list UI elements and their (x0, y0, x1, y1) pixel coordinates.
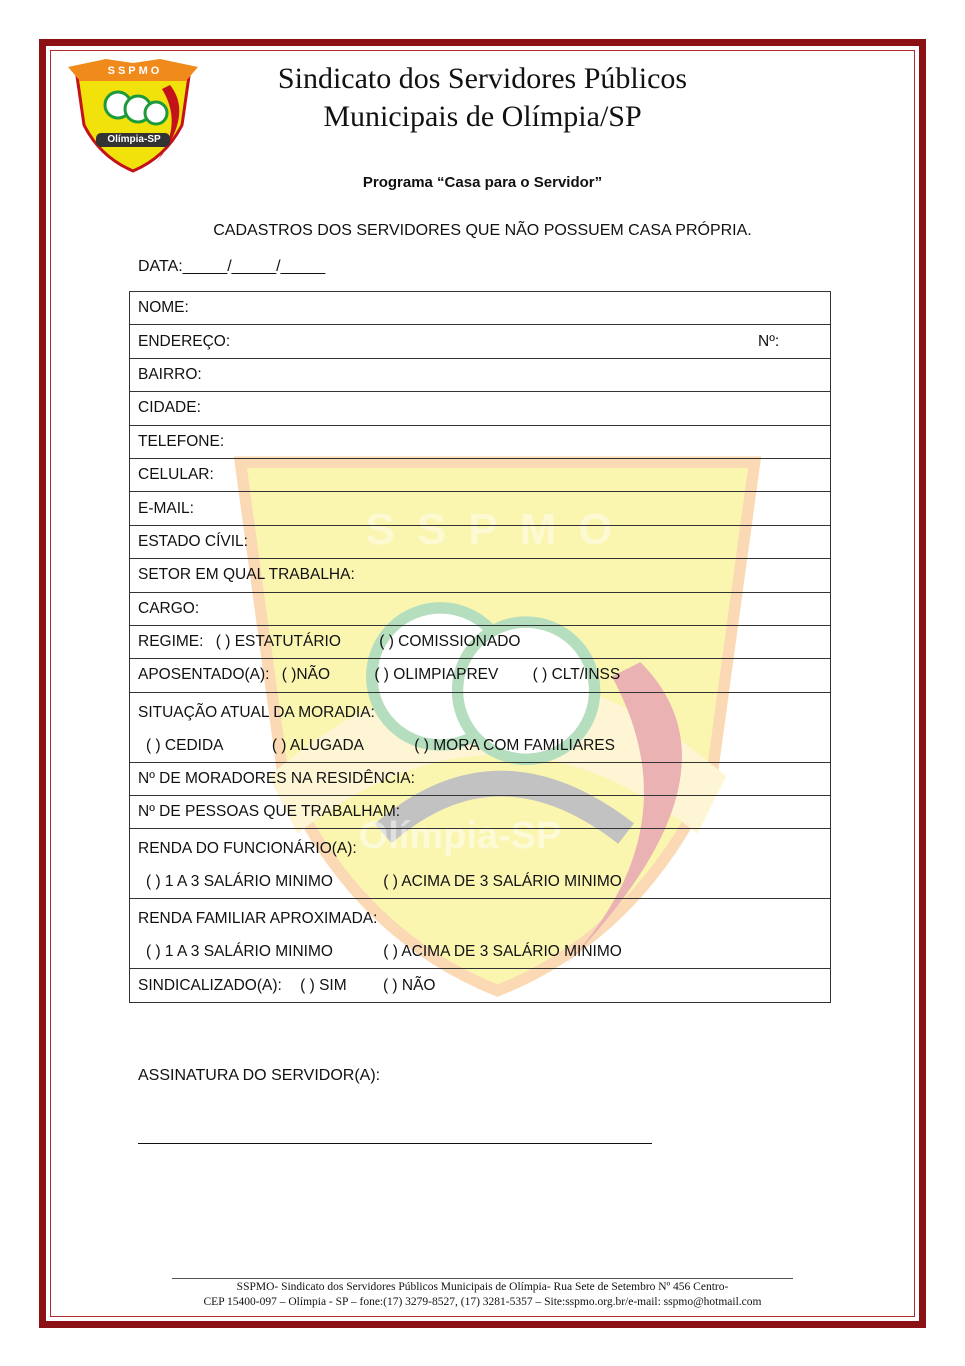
field-setor[interactable]: SETOR EM QUAL TRABALHA: (130, 559, 831, 592)
renda-fam-acima3-checkbox[interactable]: ( ) ACIMA DE 3 SALÁRIO MINIMO (383, 943, 622, 961)
org-title-line2: Municipais de Olímpia/SP (323, 100, 642, 133)
moradia-familiares-checkbox[interactable]: ( ) MORA COM FAMILIARES (414, 736, 615, 754)
field-telefone[interactable]: TELEFONE: (130, 425, 831, 458)
sindicalizado-nao-checkbox[interactable]: ( ) NÃO (382, 976, 436, 994)
field-moradores[interactable]: Nº DE MORADORES NA RESIDÊNCIA: (130, 762, 831, 795)
field-nome[interactable]: NOME: (130, 292, 831, 325)
aposentado-clt-checkbox[interactable]: ( ) CLT/INSS (532, 666, 621, 684)
date-field[interactable]: DATA:_____/_____/_____ (138, 258, 326, 275)
field-aposentado: APOSENTADO(A): ( )NÃO ( ) OLIMPIAPREV ( ) CLT/INSS (130, 659, 831, 692)
program-title: Programa “Casa para o Servidor” (362, 174, 603, 191)
footer-address: SSPMO- Sindicato dos Servidores Públicos Municipais de Olímpia- Rua Sete de Setembro Nº 456 Centro- (236, 1281, 729, 1293)
field-renda-familiar: RENDA FAMILIAR APROXIMADA: ( ) 1 A 3 SALÁRIO MINIMO ( ) ACIMA DE 3 SALÁRIO MINIMO (130, 899, 831, 969)
field-numero[interactable]: Nº: (758, 332, 780, 350)
field-cargo[interactable]: CARGO: (130, 592, 831, 625)
field-celular[interactable]: CELULAR: (130, 458, 831, 491)
signature-line[interactable] (138, 1143, 652, 1144)
logo-subtext: Olímpia-SP (107, 134, 161, 145)
field-moradia: SITUAÇÃO ATUAL DA MORADIA: ( ) CEDIDA ( ) ALUGADA ( ) MORA COM FAMILIARES (130, 692, 831, 762)
logo-text: SSPMO (107, 65, 163, 77)
field-regime: REGIME: ( ) ESTATUTÁRIO ( ) COMISSIONADO (130, 625, 831, 658)
renda-func-1a3-checkbox[interactable]: ( ) 1 A 3 SALÁRIO MINIMO (146, 873, 333, 891)
regime-estatutario-checkbox[interactable]: ( ) ESTATUTÁRIO (215, 633, 341, 651)
form-heading: CADASTROS DOS SERVIDORES QUE NÃO POSSUEM CASA PRÓPRIA. (213, 222, 752, 239)
field-cidade[interactable]: CIDADE: (130, 392, 831, 425)
renda-fam-1a3-checkbox[interactable]: ( ) 1 A 3 SALÁRIO MINIMO (146, 943, 333, 961)
registration-form (129, 291, 831, 1003)
watermark-logo-subtext: Olímpia-SP (358, 815, 562, 857)
field-bairro[interactable]: BAIRRO: (130, 358, 831, 391)
org-title-line1: Sindicato dos Servidores Públicos (277, 62, 688, 95)
sindicalizado-sim-checkbox[interactable]: ( ) SIM (300, 976, 347, 994)
aposentado-nao-checkbox[interactable]: ( )NÃO (281, 666, 331, 684)
renda-func-acima3-checkbox[interactable]: ( ) ACIMA DE 3 SALÁRIO MINIMO (383, 873, 622, 891)
field-trabalham[interactable]: Nº DE PESSOAS QUE TRABALHAM: (130, 796, 831, 829)
field-sindicalizado: SINDICALIZADO(A): ( ) SIM ( ) NÃO (130, 969, 831, 1002)
field-endereco[interactable]: ENDEREÇO: Nº: (130, 325, 831, 358)
field-renda-funcionario: RENDA DO FUNCIONÁRIO(A): ( ) 1 A 3 SALÁRIO MINIMO ( ) ACIMA DE 3 SALÁRIO MINIMO (130, 829, 831, 899)
footer-contact: CEP 15400-097 – Olímpia - SP – fone:(17) 3279-8527, (17) 3281-5357 – Site:sspmo.org.br/e-mail: sspmo@hotmail.com (203, 1296, 762, 1308)
moradia-cedida-checkbox[interactable]: ( ) CEDIDA (146, 736, 224, 754)
signature-label: ASSINATURA DO SERVIDOR(A): (138, 1067, 381, 1084)
field-email[interactable]: E-MAIL: (130, 492, 831, 525)
aposentado-olimpiaprev-checkbox[interactable]: ( ) OLIMPIAPREV (374, 666, 499, 684)
watermark-logo-text: SSPMO (365, 505, 635, 554)
footer (150, 1280, 815, 1310)
org-title (190, 60, 775, 136)
footer-divider (172, 1278, 793, 1279)
moradia-alugada-checkbox[interactable]: ( ) ALUGADA (271, 736, 364, 754)
regime-comissionado-checkbox[interactable]: ( ) COMISSIONADO (379, 633, 521, 651)
field-estado-civil[interactable]: ESTADO CÍVIL: (130, 525, 831, 558)
